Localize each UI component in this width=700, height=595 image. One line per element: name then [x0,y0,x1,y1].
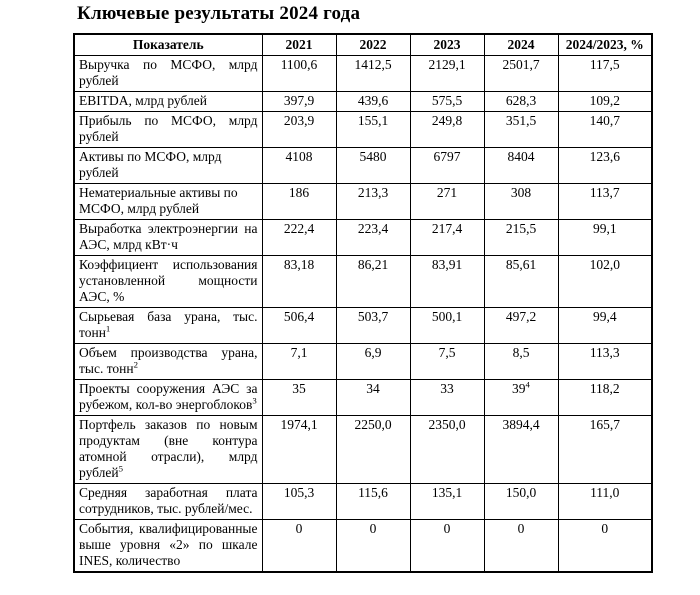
row-value: 135,1 [410,484,484,520]
row-value: 34 [336,380,410,416]
row-value: 155,1 [336,112,410,148]
row-value: 2129,1 [410,56,484,92]
column-header-2024: 2024 [484,34,558,56]
row-value: 1100,6 [262,56,336,92]
row-value: 113,7 [558,184,652,220]
row-value: 397,9 [262,92,336,112]
row-value: 83,91 [410,256,484,308]
footnote-marker: 5 [118,463,124,474]
table-row [74,184,652,220]
column-header-2021: 2021 [262,34,336,56]
row-label: Сырьевая база урана, тыс. тонн$^1$ [74,308,262,344]
row-value: 99,1 [558,220,652,256]
row-value: 83,18 [262,256,336,308]
page-title: Ключевые результаты 2024 года [77,3,361,24]
row-value: 7,5 [410,344,484,380]
row-label: События, квалифицированные выше уровня «2» по шкале INES, количество [74,520,262,573]
row-label: Средняя заработная плата сотрудников, тыс. рублей/мес. [74,484,262,520]
footnote-marker: 1 [105,323,111,334]
row-value: 351,5 [484,112,558,148]
row-value: 217,4 [410,220,484,256]
row-value: 150,0 [484,484,558,520]
row-value: 33 [410,380,484,416]
row-value: 0 [336,520,410,573]
row-label: Объем производства урана, тыс. тонн$^2$ [74,344,262,380]
key-results-table [73,33,653,573]
row-value: 1974,1 [262,416,336,484]
table-row [74,256,652,308]
table-row [74,344,652,380]
row-value: 506,4 [262,308,336,344]
row-value: 105,3 [262,484,336,520]
row-value: 102,0 [558,256,652,308]
row-value: 0 [558,520,652,573]
row-value: 140,7 [558,112,652,148]
column-header-indicator: Показатель [74,34,262,56]
row-value: 503,7 [336,308,410,344]
row-value: 2250,0 [336,416,410,484]
row-value: 165,7 [558,416,652,484]
row-label: Портфель заказов по новым продуктам (вне контура атомной отрасли), млрд рублей$^5$ [74,416,262,484]
row-value: 8404 [484,148,558,184]
row-value: 5480 [336,148,410,184]
row-value: 575,5 [410,92,484,112]
row-value: 7,1 [262,344,336,380]
row-value: 628,3 [484,92,558,112]
table-row [74,220,652,256]
row-label: Проекты сооружения АЭС за рубежом, кол-во энергоблоков$^3$ [74,380,262,416]
table-row [74,92,652,112]
row-label: Прибыль по МСФО, млрд рублей [74,112,262,148]
row-value: 118,2 [558,380,652,416]
row-value: 111,0 [558,484,652,520]
row-value: 203,9 [262,112,336,148]
table-row [74,112,652,148]
row-value: 85,61 [484,256,558,308]
row-label: Коэффициент использования установленной мощности АЭС, % [74,256,262,308]
table-row [74,56,652,92]
footnote-marker: 3 [252,395,257,406]
row-label: Активы по МСФО, млрд рублей [74,148,262,184]
table-row [74,520,652,573]
row-value: 113,3 [558,344,652,380]
row-value: 2350,0 [410,416,484,484]
row-value: 0 [262,520,336,573]
table-header-row [74,34,652,56]
row-label: Выработка электроэнергии на АЭС, млрд кВт·ч [74,220,262,256]
row-value: 99,4 [558,308,652,344]
row-value: 86,21 [336,256,410,308]
column-header-ratio: 2024/2023, % [558,34,652,56]
table-row [74,484,652,520]
row-value: 115,6 [336,484,410,520]
row-value: 1412,5 [336,56,410,92]
row-label: Выручка по МСФО, млрд рублей [74,56,262,92]
table-row [74,308,652,344]
column-header-2023: 2023 [410,34,484,56]
row-value: 2501,7 [484,56,558,92]
table-body [74,56,652,573]
row-value: 109,2 [558,92,652,112]
table-row [74,148,652,184]
row-value: 222,4 [262,220,336,256]
table-row [74,416,652,484]
row-value: 4108 [262,148,336,184]
column-header-2022: 2022 [336,34,410,56]
row-value: 308 [484,184,558,220]
row-value: 271 [410,184,484,220]
row-value: 0 [484,520,558,573]
row-value: $39^4$ [484,380,558,416]
row-value: 213,3 [336,184,410,220]
row-value: 215,5 [484,220,558,256]
row-value: 186 [262,184,336,220]
row-value: 123,6 [558,148,652,184]
row-value: 117,5 [558,56,652,92]
row-value: 439,6 [336,92,410,112]
row-value: 3894,4 [484,416,558,484]
row-value: 6797 [410,148,484,184]
footnote-marker: 2 [133,359,139,370]
row-value: 500,1 [410,308,484,344]
row-value: 497,2 [484,308,558,344]
row-value: 6,9 [336,344,410,380]
row-value: 223,4 [336,220,410,256]
row-value: 249,8 [410,112,484,148]
row-value: 0 [410,520,484,573]
table-row [74,380,652,416]
row-label: EBITDA, млрд рублей [74,92,262,112]
footnote-marker: 4 [525,379,530,390]
row-label: Нематериальные активы по МСФО, млрд рублей [74,184,262,220]
row-value: 35 [262,380,336,416]
row-value: 8,5 [484,344,558,380]
